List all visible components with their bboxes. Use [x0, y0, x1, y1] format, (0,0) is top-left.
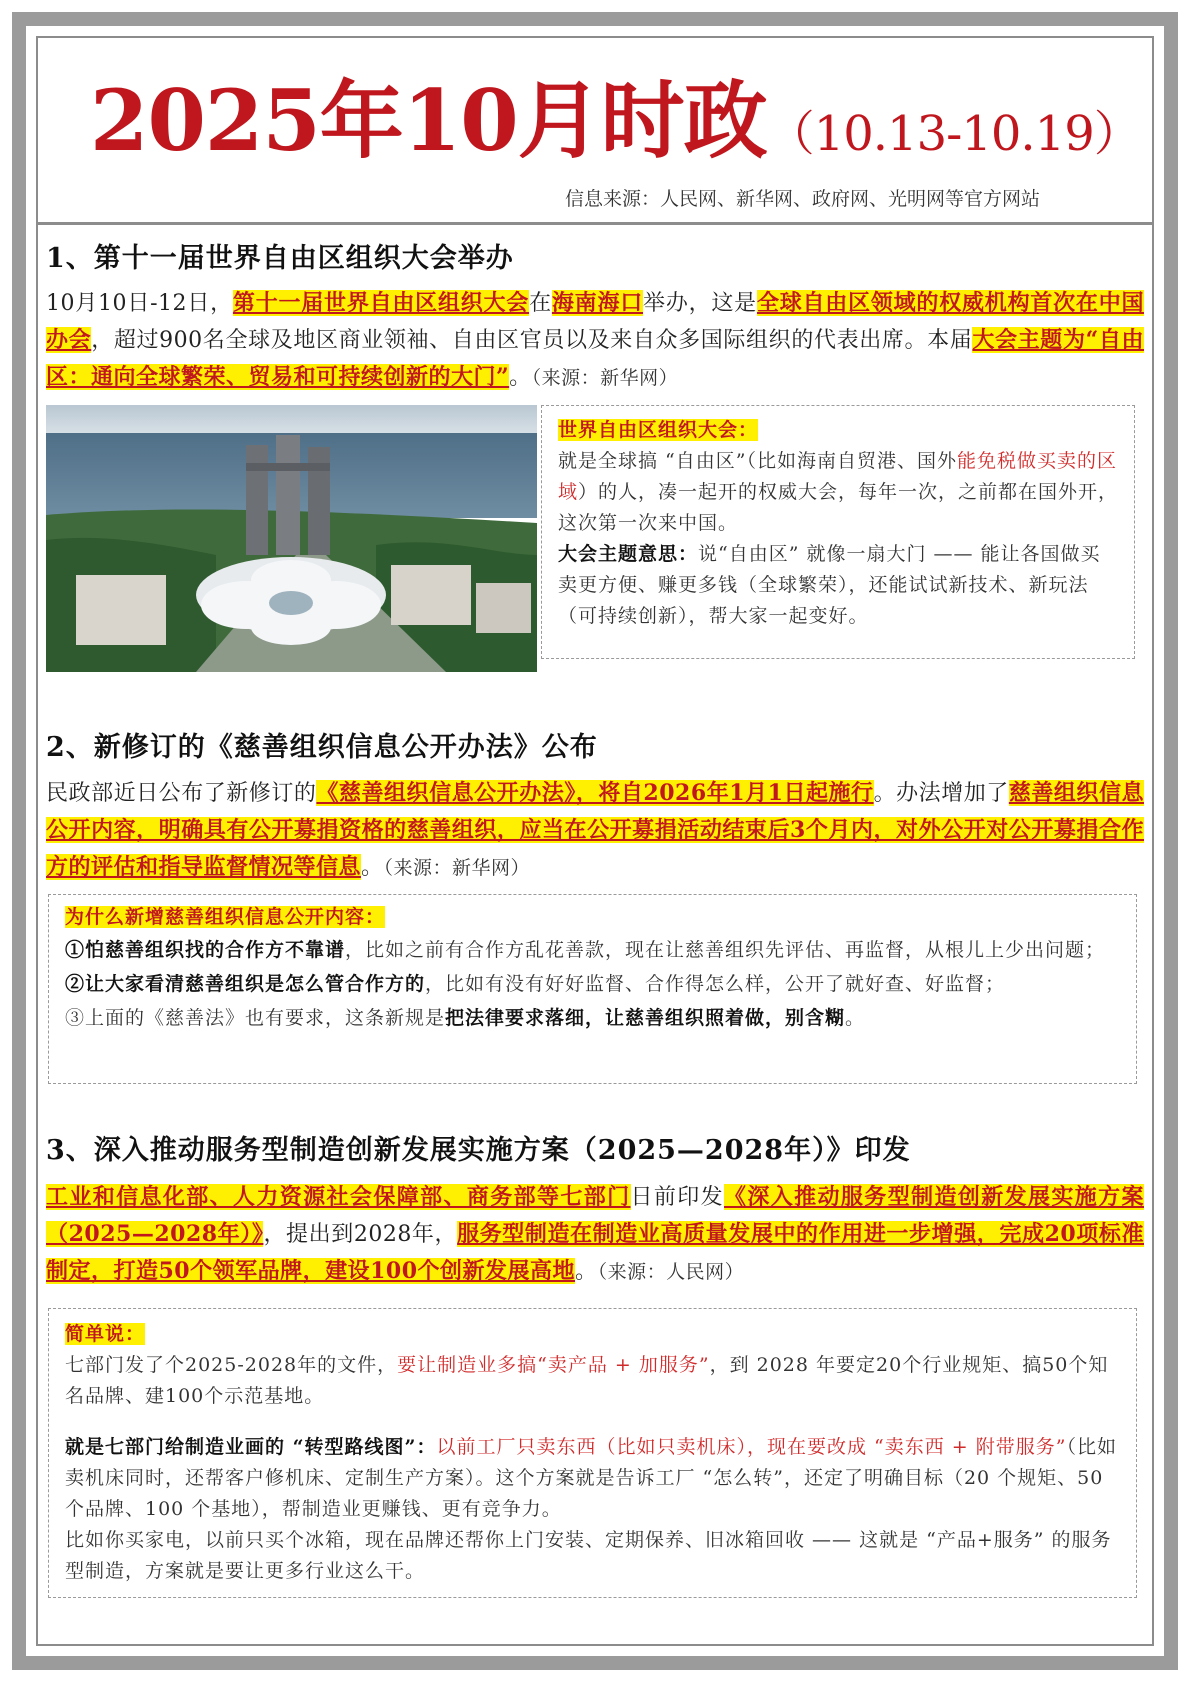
- aerial-photo-illustration: [46, 405, 537, 672]
- red-text-span: 能免税做买卖的区域: [558, 450, 1117, 503]
- text-span: 。: [361, 855, 384, 880]
- section-1-title: 1、第十一届世界自由区组织大会举办: [46, 243, 514, 274]
- section-1-paragraph: [46, 285, 1144, 397]
- header-divider: [38, 222, 1152, 225]
- bold-span: 大会主题意思：: [558, 543, 699, 565]
- section-2-paragraph: [46, 775, 1144, 887]
- highlight-span: 全球自由区领域的权威机构首次在中国办会: [46, 290, 1144, 353]
- red-text-span: 要让制造业多搞“卖产品 + 加服务”: [397, 1354, 710, 1376]
- text-span: ，超过900名全球及地区商业领袖、自由区官员以及来自众多国际组织的代表出席。本届: [91, 328, 973, 353]
- text-span: 说“自由区” 就像一扇大门 —— 能让各国做买卖更方便、赚更多钱（全球繁荣），还能试试新技术、新玩法（可持续创新），帮大家一起变好。: [558, 543, 1101, 627]
- section-2-title: 2、新修订的《慈善组织信息公开办法》公布: [46, 732, 598, 763]
- text-span: ，比如有没有好好监督、合作得怎么样，公开了就好查、好监督；: [425, 973, 1006, 995]
- text-span: 。: [845, 1007, 866, 1029]
- box-tag: 为什么新增慈善组织信息公开内容：: [65, 906, 386, 928]
- highlight-span: 工业和信息化部、人力资源社会保障部、商务部等七部门: [46, 1184, 631, 1210]
- text-span: ，比如之前有合作方乱花善款，现在让慈善组织先评估、再监督，从根儿上少出问题；: [345, 939, 1106, 961]
- bold-span: ②让大家看清慈善组织是怎么管合作方的: [65, 973, 426, 995]
- text-span: 日前印发: [630, 1185, 725, 1210]
- text-span: 。办法增加了: [873, 781, 1009, 806]
- source-note: （来源：新华网）: [531, 367, 679, 389]
- bold-span: 把法律要求落细，让慈善组织照着做，别含糊: [445, 1007, 846, 1029]
- page-header: [38, 38, 1152, 222]
- text-span: 10月10日-12日，: [46, 291, 233, 316]
- text-span: ③上面的《慈善法》也有要求，这条新规是: [65, 1007, 446, 1029]
- box-tag: 简单说：: [65, 1323, 146, 1345]
- highlight-span: 服务型制造在制造业高质量发展中的作用进一步增强，完成20项标准制定，打造50个领军品牌，建设100个创新发展高地: [46, 1221, 1144, 1284]
- section-3-title: 3、深入推动服务型制造创新发展实施方案（2025—2028年）》印发: [46, 1135, 911, 1166]
- info-source: 信息来源：人民网、新华网、政府网、光明网等官方网站: [564, 188, 1040, 210]
- section-3-paragraph: [46, 1179, 1144, 1291]
- text-span: ）的人，凑一起开的权威大会，每年一次，之前都在国外开，这次第一次来中国。: [558, 481, 1119, 534]
- conference-venue-photo: [46, 405, 537, 672]
- text-span: ，提出到2028年，: [263, 1222, 458, 1247]
- text-span: 。: [575, 1259, 598, 1284]
- highlight-span: 大会主题为“自由区：通向全球繁荣、贸易和可持续创新的大门”: [46, 327, 1145, 390]
- text-span: ，到 2028 年要定20个行业规矩、搞50个知名品牌、建100个示范基地。: [65, 1354, 1109, 1407]
- title-date-range: （10.13-10.19）: [766, 106, 1141, 162]
- bold-span: 就是七部门给制造业画的 “转型路线图”：: [65, 1436, 437, 1458]
- highlight-span: 《深入推动服务型制造创新发展实施方案（2025—2028年）》: [46, 1184, 1144, 1247]
- explanation-box-1: [541, 405, 1135, 659]
- text-span: 就是全球搞 “自由区”（比如海南自贸港、国外: [558, 450, 957, 472]
- explanation-box-3: [48, 1308, 1137, 1598]
- text-span: 。: [509, 365, 532, 390]
- highlight-span: 慈善组织信息公开内容，明确具有公开募捐资格的慈善组织，应当在公开募捐活动结束后3个月内，对外公开对公开募捐合作方的评估和指导监督情况等信息: [46, 780, 1144, 880]
- source-note: （来源：新华网）: [383, 857, 531, 879]
- source-note: （来源：人民网）: [597, 1261, 745, 1283]
- text-span: （比如卖机床同时，还帮客户修机床、定制生产方案）。这个方案就是告诉工厂 “怎么转”，还定了明确目标（20 个规矩、50 个品牌、100 个基地），帮制造业更赚钱、更有竞争力。: [65, 1436, 1117, 1520]
- highlight-span: 海南海口: [551, 290, 644, 316]
- text-span: 在: [529, 291, 552, 316]
- text-span: 民政部近日公布了新修订的: [46, 781, 317, 806]
- explanation-box-2: [48, 894, 1137, 1084]
- highlight-span: 《慈善组织信息公开办法》，将自2026年1月1日起施行: [316, 780, 874, 806]
- highlight-span: 第十一届世界自由区组织大会: [232, 290, 530, 316]
- box-tag: 世界自由区组织大会：: [558, 419, 759, 441]
- title-main: 2025年10月时政: [90, 71, 767, 170]
- text-span: 比如你买家电，以前只买个冰箱，现在品牌还帮你上门安装、定期保养、旧冰箱回收 —— 这就是 “产品+服务” 的服务型制造，方案就是要让更多行业这么干。: [65, 1529, 1112, 1582]
- text-span: 七部门发了个2025-2028年的文件，: [65, 1354, 398, 1376]
- red-text-span: 以前工厂只卖东西（比如只卖机床），现在要改成 “卖东西 + 附带服务”: [436, 1436, 1067, 1458]
- text-span: 举办，这是: [643, 291, 757, 316]
- bold-span: ①怕慈善组织找的合作方不靠谱: [65, 939, 346, 961]
- page-title: [90, 66, 1141, 189]
